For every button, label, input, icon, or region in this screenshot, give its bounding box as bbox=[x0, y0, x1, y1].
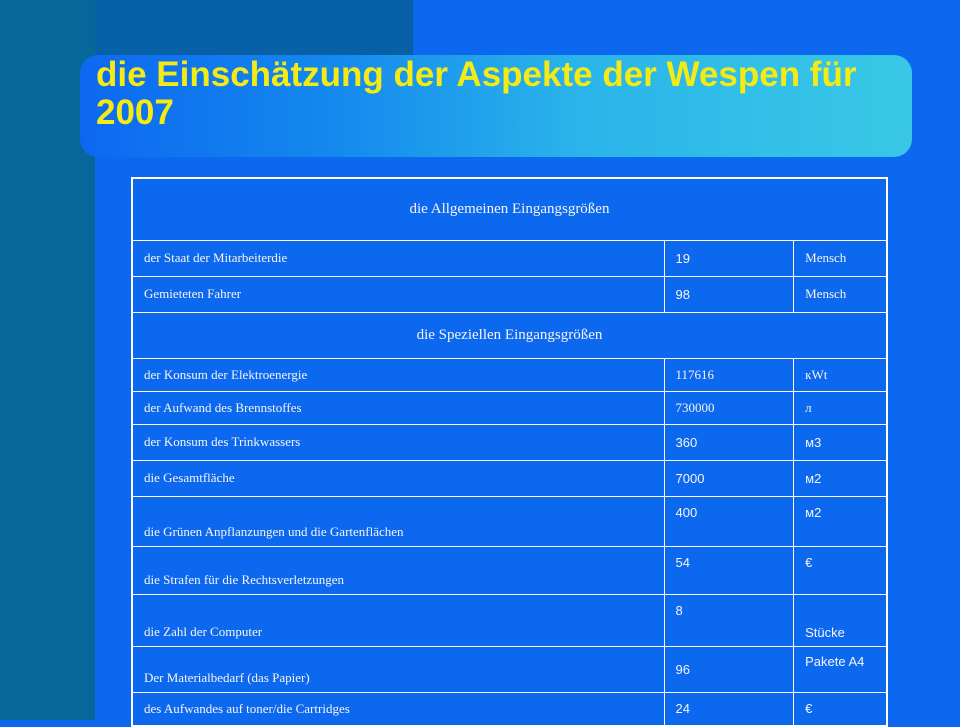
table-row bbox=[132, 594, 887, 646]
table-row bbox=[132, 546, 887, 594]
section-header-row bbox=[132, 178, 887, 240]
row-unit: Pakete A4 bbox=[794, 646, 887, 692]
table-row bbox=[132, 391, 887, 424]
table-row bbox=[132, 692, 887, 726]
table-row bbox=[132, 460, 887, 496]
row-value: 730000 bbox=[664, 391, 794, 424]
row-label: die Gesamtfläche bbox=[132, 460, 664, 496]
row-value: 24 bbox=[664, 692, 794, 726]
row-label: der Konsum der Elektroenergie bbox=[132, 358, 664, 391]
row-value: 19 bbox=[664, 240, 794, 276]
row-unit: м3 bbox=[794, 424, 887, 460]
row-label: der Konsum des Trinkwassers bbox=[132, 424, 664, 460]
row-unit: Mensch bbox=[794, 240, 887, 276]
row-value: 98 bbox=[664, 276, 794, 312]
row-value: 400 bbox=[664, 496, 794, 546]
section-header-row bbox=[132, 312, 887, 358]
section-header-general: die Allgemeinen Eingangsgrößen bbox=[132, 178, 887, 240]
row-value: 8 bbox=[664, 594, 794, 646]
data-table bbox=[131, 177, 888, 727]
row-unit: л bbox=[794, 391, 887, 424]
row-label: der Staat der Mitarbeiterdie bbox=[132, 240, 664, 276]
slide-title: die Einschätzung der Aspekte der Wespen für 2007 bbox=[96, 55, 857, 132]
row-label: des Aufwandes auf toner/die Cartridges bbox=[132, 692, 664, 726]
row-label: die Strafen für die Rechtsverletzungen bbox=[132, 546, 664, 594]
row-unit: кWt bbox=[794, 358, 887, 391]
table-row bbox=[132, 646, 887, 692]
row-label: Gemieteten Fahrer bbox=[132, 276, 664, 312]
table-row bbox=[132, 240, 887, 276]
row-unit: м2 bbox=[794, 496, 887, 546]
row-label: der Aufwand des Brennstoffes bbox=[132, 391, 664, 424]
row-unit: Stücke bbox=[794, 594, 887, 646]
table-row bbox=[132, 358, 887, 391]
table-row bbox=[132, 424, 887, 460]
row-unit: м2 bbox=[794, 460, 887, 496]
section-header-special: die Speziellen Eingangsgrößen bbox=[132, 312, 887, 358]
row-value: 360 bbox=[664, 424, 794, 460]
row-value: 96 bbox=[664, 646, 794, 692]
row-unit: € bbox=[794, 692, 887, 726]
row-unit: Mensch bbox=[794, 276, 887, 312]
row-label: die Zahl der Computer bbox=[132, 594, 664, 646]
table-row bbox=[132, 276, 887, 312]
table-row bbox=[132, 496, 887, 546]
row-label: Der Materialbedarf (das Papier) bbox=[132, 646, 664, 692]
row-value: 54 bbox=[664, 546, 794, 594]
row-value: 7000 bbox=[664, 460, 794, 496]
row-unit: € bbox=[794, 546, 887, 594]
row-label: die Grünen Anpflanzungen und die Gartenflächen bbox=[132, 496, 664, 546]
row-value: 117616 bbox=[664, 358, 794, 391]
